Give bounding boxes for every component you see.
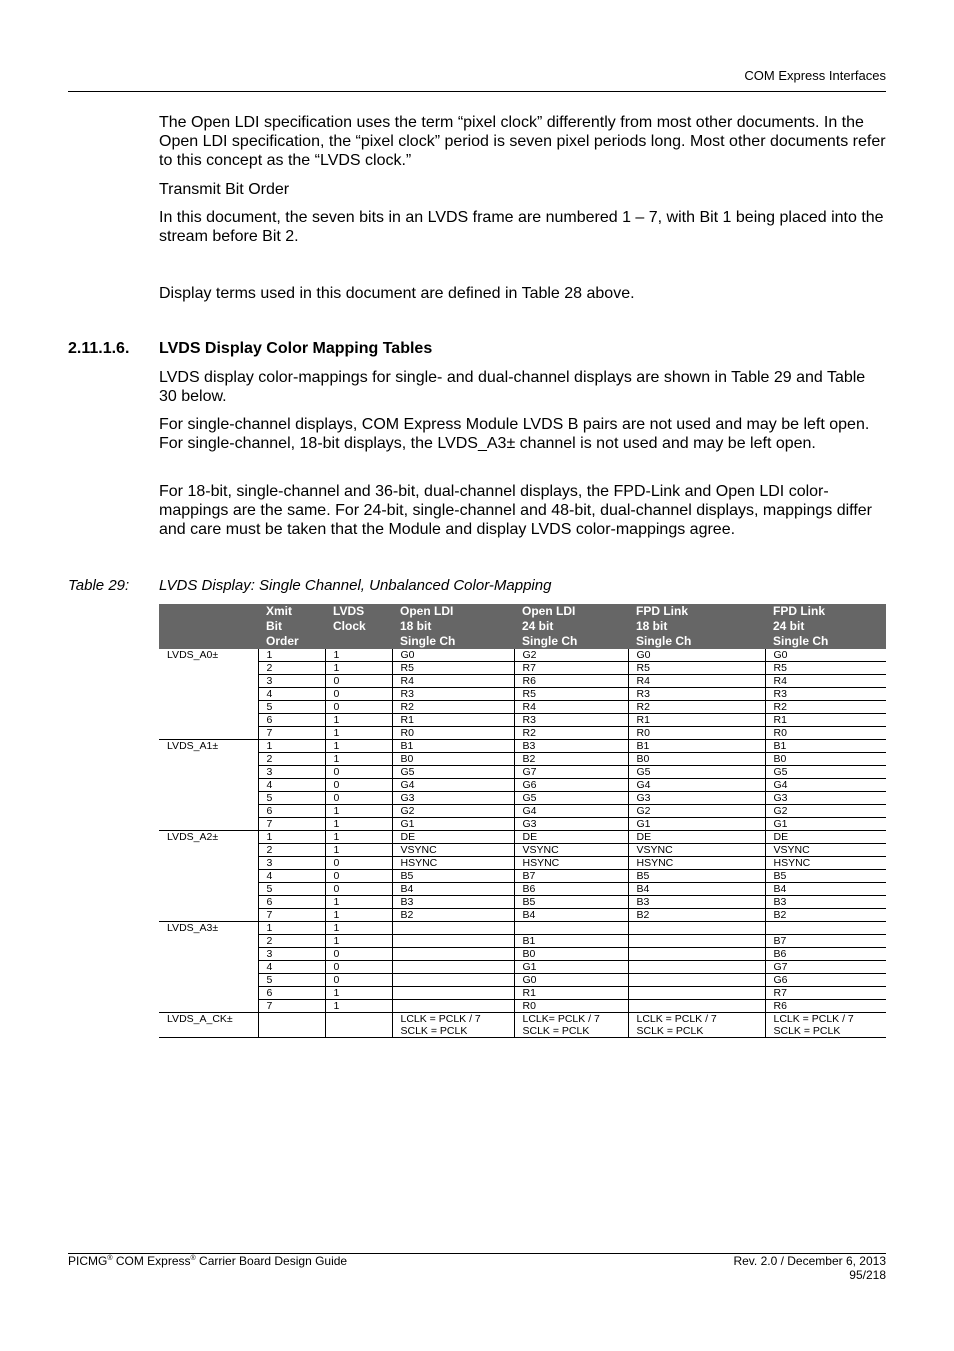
table-cell: 3 bbox=[258, 766, 325, 779]
table-cell bbox=[628, 974, 765, 987]
header-cell bbox=[765, 604, 886, 649]
table-cell: 1 bbox=[325, 896, 392, 909]
table-cell bbox=[628, 948, 765, 961]
table-caption-title: LVDS Display: Single Channel, Unbalanced Color-Mapping bbox=[159, 577, 552, 594]
table-cell bbox=[392, 961, 514, 974]
table-cell: R2 bbox=[392, 701, 514, 714]
table-cell: R6 bbox=[765, 1000, 886, 1013]
table-cell: 0 bbox=[325, 948, 392, 961]
section-paragraph-1: LVDS display color-mappings for single- and dual-channel displays are shown in Table 29 and Table 30 below. bbox=[159, 369, 866, 405]
table-cell: VSYNC bbox=[628, 844, 765, 857]
table-cell: R2 bbox=[765, 701, 886, 714]
table-row bbox=[159, 779, 886, 792]
table-cell: 1 bbox=[325, 844, 392, 857]
table-cell: DE bbox=[765, 831, 886, 844]
header-cell-line bbox=[167, 604, 254, 619]
table-cell: 2 bbox=[258, 844, 325, 857]
table-cell: 6 bbox=[258, 805, 325, 818]
table-cell-line: SCLK = PCLK bbox=[773, 1025, 841, 1037]
table-cell: B5 bbox=[392, 870, 514, 883]
table-cell: 1 bbox=[325, 922, 392, 935]
table-cell: R7 bbox=[514, 662, 628, 675]
header-cell bbox=[325, 604, 392, 649]
table-cell: G2 bbox=[628, 805, 765, 818]
table-cell: R6 bbox=[514, 675, 628, 688]
table-cell: VSYNC bbox=[765, 844, 886, 857]
table-cell: B1 bbox=[628, 740, 765, 753]
header-cell-line: Open LDI bbox=[522, 604, 576, 618]
table-cell: G4 bbox=[392, 779, 514, 792]
header-cell bbox=[514, 604, 628, 649]
table-cell: DE bbox=[392, 831, 514, 844]
table-cell: B1 bbox=[392, 740, 514, 753]
signal-group-cell bbox=[159, 1000, 258, 1013]
table-cell: 0 bbox=[325, 857, 392, 870]
table-cell: G0 bbox=[514, 974, 628, 987]
table-cell: R7 bbox=[765, 987, 886, 1000]
table-cell: DE bbox=[514, 831, 628, 844]
table-cell: 5 bbox=[258, 974, 325, 987]
table-cell: 0 bbox=[325, 779, 392, 792]
header-cell-line bbox=[167, 619, 254, 634]
table-cell bbox=[392, 948, 514, 961]
table-cell: R3 bbox=[392, 688, 514, 701]
header-cell-line: 18 bit bbox=[400, 619, 432, 633]
table-cell: R0 bbox=[514, 1000, 628, 1013]
section-title: LVDS Display Color Mapping Tables bbox=[159, 340, 433, 357]
table-cell: 1 bbox=[325, 805, 392, 818]
signal-group-cell bbox=[159, 987, 258, 1000]
table-cell bbox=[392, 974, 514, 987]
table-cell bbox=[514, 1013, 628, 1038]
table-row bbox=[159, 1000, 886, 1013]
table-row bbox=[159, 909, 886, 922]
table-cell: G3 bbox=[514, 818, 628, 831]
table-row bbox=[159, 831, 886, 844]
table-cell: 1 bbox=[325, 649, 392, 662]
table-cell: B1 bbox=[765, 740, 886, 753]
table-cell: G7 bbox=[765, 961, 886, 974]
table-cell: R4 bbox=[514, 701, 628, 714]
table-cell: R0 bbox=[392, 727, 514, 740]
header-cell bbox=[258, 604, 325, 649]
header-cell-line: Open LDI bbox=[400, 604, 454, 618]
table-cell: R5 bbox=[392, 662, 514, 675]
table-cell: HSYNC bbox=[514, 857, 628, 870]
signal-group-cell bbox=[159, 662, 258, 675]
table-cell: G0 bbox=[628, 649, 765, 662]
table-cell: VSYNC bbox=[514, 844, 628, 857]
signal-group-cell bbox=[159, 675, 258, 688]
signal-group-cell: LVDS_A3± bbox=[167, 922, 219, 934]
table-cell: B5 bbox=[514, 896, 628, 909]
table-cell: G0 bbox=[392, 649, 514, 662]
table-cell: 1 bbox=[325, 753, 392, 766]
table-cell bbox=[628, 935, 765, 948]
signal-group-cell bbox=[159, 961, 258, 974]
table-cell: R1 bbox=[765, 714, 886, 727]
table-cell: 1 bbox=[258, 649, 325, 662]
table-cell: G1 bbox=[514, 961, 628, 974]
table-caption-number: Table 29: bbox=[68, 577, 130, 594]
table-cell: R0 bbox=[765, 727, 886, 740]
table-cell-line: LCLK = PCLK / 7 bbox=[773, 1013, 854, 1025]
section-paragraph-3: For 18-bit, single-channel and 36-bit, dual-channel displays, the FPD-Link and Open LDI color-mappings are the same. For 24-bit, single-channel and 48-bit, dual-channel displays, mappings differ and care must be taken that the Module and display LVDS color-mappings agree. bbox=[159, 483, 872, 538]
paragraph-transmit-bit-order: Transmit Bit Order bbox=[159, 181, 290, 198]
table-cell bbox=[628, 961, 765, 974]
header-cell-line: Single Ch bbox=[636, 634, 692, 648]
table-cell: 4 bbox=[258, 688, 325, 701]
table-cell: 7 bbox=[258, 909, 325, 922]
color-mapping-table bbox=[159, 604, 886, 1038]
table-cell: 0 bbox=[325, 688, 392, 701]
table-cell: B2 bbox=[514, 753, 628, 766]
table-cell: HSYNC bbox=[765, 857, 886, 870]
table-cell: 7 bbox=[258, 1000, 325, 1013]
table-row bbox=[159, 883, 886, 896]
table-row bbox=[159, 649, 886, 662]
table-cell: R2 bbox=[514, 727, 628, 740]
running-header: COM Express Interfaces bbox=[744, 68, 886, 83]
header-cell-line: Clock bbox=[333, 619, 366, 633]
table-row bbox=[159, 870, 886, 883]
table-row bbox=[159, 857, 886, 870]
table-cell: G4 bbox=[514, 805, 628, 818]
table-cell: B2 bbox=[392, 909, 514, 922]
table-cell: B7 bbox=[514, 870, 628, 883]
table-row bbox=[159, 662, 886, 675]
table-row bbox=[159, 805, 886, 818]
table-cell: G6 bbox=[514, 779, 628, 792]
signal-group-cell bbox=[159, 805, 258, 818]
header-cell-line: Single Ch bbox=[400, 634, 456, 648]
table-cell: R2 bbox=[628, 701, 765, 714]
table-cell: 0 bbox=[325, 870, 392, 883]
signal-group-cell bbox=[159, 974, 258, 987]
table-cell: G1 bbox=[765, 818, 886, 831]
signal-group-cell bbox=[159, 753, 258, 766]
table-cell: HSYNC bbox=[392, 857, 514, 870]
header-cell-line: Single Ch bbox=[773, 634, 829, 648]
signal-group-cell: LVDS_A2± bbox=[167, 831, 219, 843]
table-row bbox=[159, 688, 886, 701]
table-row bbox=[159, 844, 886, 857]
table-cell: 4 bbox=[258, 870, 325, 883]
table-cell: 3 bbox=[258, 857, 325, 870]
table-cell-line: LCLK= PCLK / 7 bbox=[522, 1013, 600, 1025]
table-cell: B6 bbox=[765, 948, 886, 961]
table-cell: B5 bbox=[628, 870, 765, 883]
table-cell: 2 bbox=[258, 662, 325, 675]
table-cell: G1 bbox=[628, 818, 765, 831]
table-cell: G2 bbox=[514, 649, 628, 662]
table-cell bbox=[392, 1000, 514, 1013]
table-cell bbox=[392, 922, 514, 935]
table-cell: G6 bbox=[765, 974, 886, 987]
table-cell: 7 bbox=[258, 727, 325, 740]
table-cell: 4 bbox=[258, 779, 325, 792]
paragraph-bit-numbering: In this document, the seven bits in an LVDS frame are numbered 1 – 7, with Bit 1 being placed into the stream before Bit 2. bbox=[159, 209, 884, 245]
footer-revision bbox=[733, 1254, 886, 1282]
header-cell-line: 18 bit bbox=[636, 619, 668, 633]
table-row bbox=[159, 753, 886, 766]
header-cell-line: Bit bbox=[266, 619, 282, 633]
table-cell-line: SCLK = PCLK bbox=[636, 1025, 704, 1037]
table-row bbox=[159, 740, 886, 753]
table-cell: 1 bbox=[325, 662, 392, 675]
header-cell bbox=[628, 604, 765, 649]
table-cell: 6 bbox=[258, 987, 325, 1000]
table-cell: B3 bbox=[765, 896, 886, 909]
table-cell: 1 bbox=[325, 987, 392, 1000]
section-number: 2.11.1.6. bbox=[68, 340, 130, 357]
table-cell: B2 bbox=[765, 909, 886, 922]
table-cell: R1 bbox=[514, 987, 628, 1000]
table-cell: G5 bbox=[514, 792, 628, 805]
table-cell: 0 bbox=[325, 792, 392, 805]
table-cell bbox=[392, 987, 514, 1000]
table-cell-line: LCLK = PCLK / 7 bbox=[400, 1013, 481, 1025]
signal-group-cell bbox=[159, 779, 258, 792]
table-cell: DE bbox=[628, 831, 765, 844]
table-cell: B4 bbox=[392, 883, 514, 896]
table-header-row bbox=[159, 604, 886, 649]
table-cell: 3 bbox=[258, 948, 325, 961]
table-row bbox=[159, 961, 886, 974]
table-cell bbox=[325, 1013, 392, 1038]
header-cell bbox=[392, 604, 514, 649]
table-cell: G3 bbox=[392, 792, 514, 805]
table-cell-line: SCLK = PCLK bbox=[522, 1025, 590, 1037]
table-cell: R1 bbox=[392, 714, 514, 727]
table-row bbox=[159, 818, 886, 831]
table-cell: B4 bbox=[628, 883, 765, 896]
signal-group-cell bbox=[159, 727, 258, 740]
table-cell: G1 bbox=[392, 818, 514, 831]
table-cell: G4 bbox=[628, 779, 765, 792]
table-cell bbox=[258, 1013, 325, 1038]
footer-document-title: PICMG® COM Express® Carrier Board Design Guide bbox=[68, 1254, 348, 1268]
table-cell: G0 bbox=[765, 649, 886, 662]
signal-group-cell bbox=[159, 896, 258, 909]
table-cell: 1 bbox=[325, 1000, 392, 1013]
table-cell: 6 bbox=[258, 714, 325, 727]
table-cell: B6 bbox=[514, 883, 628, 896]
table-cell: R1 bbox=[628, 714, 765, 727]
table-cell: B4 bbox=[765, 883, 886, 896]
table-cell: R3 bbox=[765, 688, 886, 701]
table-cell: 4 bbox=[258, 961, 325, 974]
table-cell: 1 bbox=[325, 831, 392, 844]
paragraph-display-terms: Display terms used in this document are defined in Table 28 above. bbox=[159, 285, 635, 302]
footer-revision-date: Rev. 2.0 / December 6, 2013 bbox=[733, 1254, 886, 1268]
table-cell: G3 bbox=[628, 792, 765, 805]
table-cell: 0 bbox=[325, 675, 392, 688]
table-cell: B1 bbox=[514, 935, 628, 948]
header-rule bbox=[68, 91, 886, 92]
signal-group-cell bbox=[159, 766, 258, 779]
header-cell-line: 24 bit bbox=[522, 619, 554, 633]
table-cell: B0 bbox=[628, 753, 765, 766]
table-cell: 5 bbox=[258, 883, 325, 896]
table-row bbox=[159, 974, 886, 987]
table-cell: 1 bbox=[258, 740, 325, 753]
table-cell bbox=[628, 1013, 765, 1038]
table-cell bbox=[628, 987, 765, 1000]
table-cell: 0 bbox=[325, 974, 392, 987]
table-cell: G7 bbox=[514, 766, 628, 779]
table-row-clock bbox=[159, 1013, 886, 1038]
signal-group-cell bbox=[159, 857, 258, 870]
table-cell: B4 bbox=[514, 909, 628, 922]
table-cell: 1 bbox=[258, 831, 325, 844]
table-cell: G5 bbox=[392, 766, 514, 779]
signal-group-cell: LVDS_A0± bbox=[167, 649, 219, 661]
table-row bbox=[159, 792, 886, 805]
table-row bbox=[159, 701, 886, 714]
signal-group-cell bbox=[159, 909, 258, 922]
table-cell bbox=[392, 935, 514, 948]
signal-group-cell bbox=[159, 948, 258, 961]
table-cell: G4 bbox=[765, 779, 886, 792]
signal-group-cell bbox=[159, 818, 258, 831]
table-cell: B7 bbox=[765, 935, 886, 948]
table-cell: 2 bbox=[258, 753, 325, 766]
table-cell: B0 bbox=[392, 753, 514, 766]
table-cell: B3 bbox=[514, 740, 628, 753]
table-cell: R3 bbox=[514, 714, 628, 727]
table-cell: 0 bbox=[325, 961, 392, 974]
table-cell bbox=[392, 1013, 514, 1038]
table-cell: B2 bbox=[628, 909, 765, 922]
signal-group-cell bbox=[159, 844, 258, 857]
signal-group-cell bbox=[159, 870, 258, 883]
table-cell: 0 bbox=[325, 883, 392, 896]
table-cell: R5 bbox=[514, 688, 628, 701]
table-cell: 0 bbox=[325, 766, 392, 779]
table-cell: R5 bbox=[765, 662, 886, 675]
table-cell: B0 bbox=[514, 948, 628, 961]
table-cell: B0 bbox=[765, 753, 886, 766]
header-cell-line: Xmit bbox=[266, 604, 293, 618]
header-cell bbox=[159, 604, 258, 649]
table-cell: 5 bbox=[258, 701, 325, 714]
signal-group-cell bbox=[159, 935, 258, 948]
signal-group-cell: LVDS_A1± bbox=[167, 740, 219, 752]
table-cell: R4 bbox=[628, 675, 765, 688]
table-cell: 1 bbox=[325, 935, 392, 948]
table-cell: R5 bbox=[628, 662, 765, 675]
table-cell bbox=[628, 922, 765, 935]
table-cell: HSYNC bbox=[628, 857, 765, 870]
header-cell-line: LVDS bbox=[333, 604, 365, 618]
header-cell-line: FPD Link bbox=[773, 604, 826, 618]
table-cell: 1 bbox=[325, 818, 392, 831]
table-cell bbox=[765, 922, 886, 935]
table-row bbox=[159, 727, 886, 740]
footer-page-number: 95/218 bbox=[849, 1268, 886, 1282]
header-cell-line: 24 bit bbox=[773, 619, 805, 633]
table-cell: B5 bbox=[765, 870, 886, 883]
table-cell: 1 bbox=[325, 740, 392, 753]
table-cell: R0 bbox=[628, 727, 765, 740]
table-cell: B3 bbox=[628, 896, 765, 909]
table-row bbox=[159, 948, 886, 961]
table-cell-line: LCLK = PCLK / 7 bbox=[636, 1013, 717, 1025]
table-row bbox=[159, 896, 886, 909]
signal-group-cell bbox=[159, 714, 258, 727]
table-cell: G2 bbox=[765, 805, 886, 818]
table-cell: 6 bbox=[258, 896, 325, 909]
table-row bbox=[159, 935, 886, 948]
table-row bbox=[159, 714, 886, 727]
table-row bbox=[159, 922, 886, 935]
table-cell: 1 bbox=[258, 922, 325, 935]
table-cell: 1 bbox=[325, 714, 392, 727]
table-cell: 1 bbox=[325, 909, 392, 922]
table-cell bbox=[514, 922, 628, 935]
table-cell: R4 bbox=[392, 675, 514, 688]
table-cell: G5 bbox=[765, 766, 886, 779]
table-cell: 1 bbox=[325, 727, 392, 740]
header-cell-line bbox=[333, 634, 388, 649]
table-cell: 3 bbox=[258, 675, 325, 688]
table-row bbox=[159, 987, 886, 1000]
table-cell: 7 bbox=[258, 818, 325, 831]
table-cell: R3 bbox=[628, 688, 765, 701]
section-paragraph-2: For single-channel displays, COM Express Module LVDS B pairs are not used and may be left open. For single-channel, 18-bit displays, the LVDS_A3± channel is not used and may be left open. bbox=[159, 416, 870, 452]
signal-group-cell bbox=[159, 792, 258, 805]
table-cell: G2 bbox=[392, 805, 514, 818]
table-cell: G3 bbox=[765, 792, 886, 805]
header-cell-line: Order bbox=[266, 634, 299, 648]
paragraph-pixel-clock: The Open LDI specification uses the term “pixel clock” differently from most other documents. In the Open LDI specification, the “pixel clock” period is seven pixel periods long. Most other documents refer to this concept as the “LVDS clock.” bbox=[159, 114, 886, 169]
table-cell: G5 bbox=[628, 766, 765, 779]
table-cell bbox=[628, 1000, 765, 1013]
header-cell-line: FPD Link bbox=[636, 604, 689, 618]
table-cell: 5 bbox=[258, 792, 325, 805]
signal-group-cell bbox=[159, 701, 258, 714]
header-cell-line bbox=[167, 634, 254, 649]
table-row bbox=[159, 766, 886, 779]
signal-group-cell: LVDS_A_CK± bbox=[159, 1013, 258, 1038]
table-row bbox=[159, 675, 886, 688]
table-cell: 2 bbox=[258, 935, 325, 948]
signal-group-cell bbox=[159, 883, 258, 896]
table-cell-line: SCLK = PCLK bbox=[400, 1025, 468, 1037]
table-cell: B3 bbox=[392, 896, 514, 909]
table-cell: 0 bbox=[325, 701, 392, 714]
table-cell bbox=[765, 1013, 886, 1038]
signal-group-cell bbox=[159, 688, 258, 701]
header-cell-line: Single Ch bbox=[522, 634, 578, 648]
table-cell: VSYNC bbox=[392, 844, 514, 857]
table-cell: R4 bbox=[765, 675, 886, 688]
